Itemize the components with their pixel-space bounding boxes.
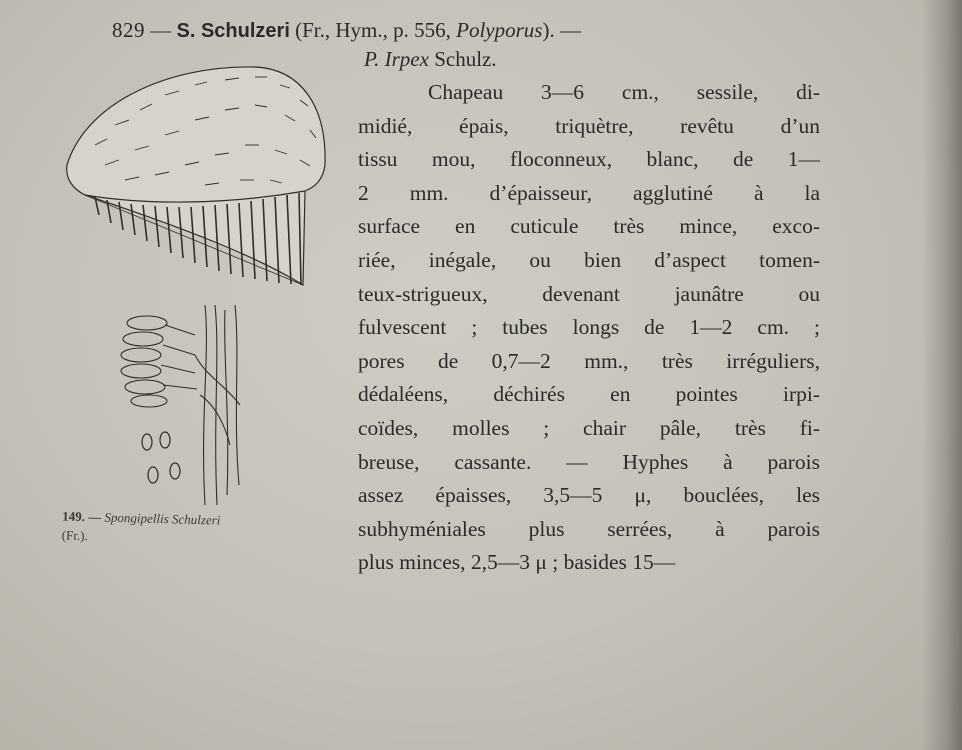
entry-number: 829 [112,18,145,42]
heading-dash: — [150,18,172,42]
figure-author: (Fr.). [61,527,88,544]
citation-post: ). — [542,18,581,42]
fungus-illustration [55,55,345,515]
description-line: breuse, cassante. — Hyphes à parois [358,449,820,474]
cap-drawing [67,67,325,285]
description-line: assez épaisses, 3,5—5 μ, bouclées, les [358,483,820,508]
species-heading [112,16,832,45]
description-line: teux-strigueux, devenant jaunâtre ou [358,281,820,306]
figure-caption [62,506,333,551]
description-line: coïdes, molles ; chair pâle, très fi- [358,415,820,440]
description-line: midié, épais, triquètre, revêtu d’un [358,113,820,138]
description-line: pores de 0,7—2 mm., très irréguliers, [358,348,820,373]
citation-genus: Polyporus [456,18,543,42]
description-text [358,76,820,580]
description-line: fulvescent ; tubes longs de 1—2 cm. ; [358,315,820,340]
figure-title: Spongipellis Schulzeri [104,509,221,528]
species-name: S. Schulzeri [176,20,290,42]
description-line: subhyméniales plus serrées, à parois [358,516,820,541]
page-gutter-shadow [922,0,962,750]
description-line: tissu mou, floconneux, blanc, de 1— [358,147,820,172]
citation-pre: (Fr., Hym., p. 556, [295,18,457,42]
figure-number: 149. — [62,508,102,525]
description-line: Chapeau 3—6 cm., sessile, di- [428,80,820,104]
synonym-line [364,45,497,73]
hyphae-drawing [121,305,240,505]
spores-drawing [142,432,180,483]
description-line: riée, inégale, ou bien d’aspect tomen- [358,247,820,272]
description-line: 2 mm. d’épaisseur, agglutiné à la [358,180,820,205]
synonym-author: Schulz. [434,47,497,71]
description-line: dédaléens, déchirés en pointes irpi- [358,382,820,407]
description-line: plus minces, 2,5—3 μ ; basides 15— [358,550,676,575]
synonym-genus: P. Irpex [364,47,429,71]
description-line: surface en cuticule très mince, exco- [358,214,820,239]
